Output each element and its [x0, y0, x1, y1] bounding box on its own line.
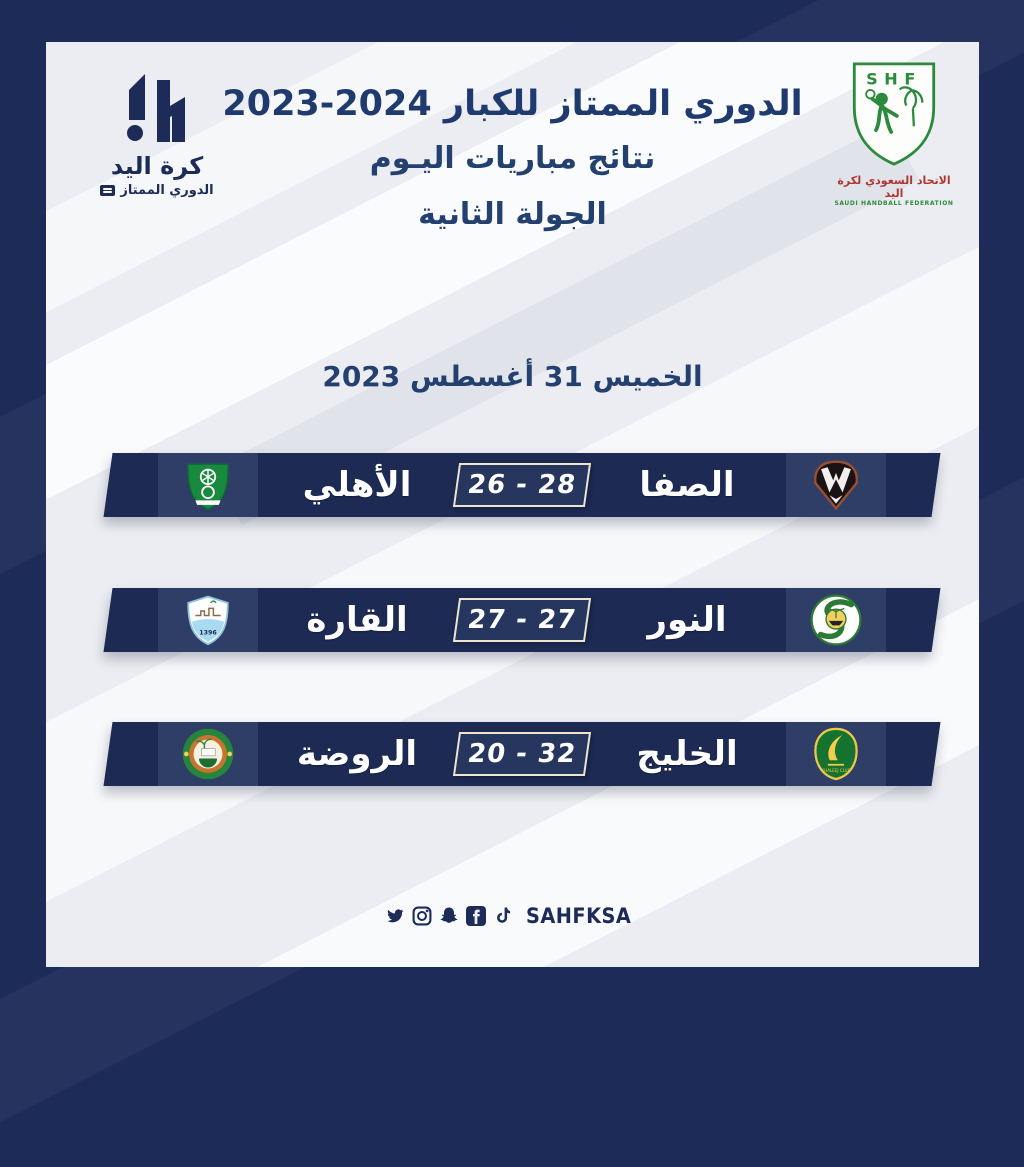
facebook-icon [466, 906, 486, 926]
match-row-2 [108, 588, 936, 652]
instagram-icon [412, 906, 432, 926]
al-khaleej-logo-block [786, 722, 886, 786]
al-khaleej-caption: KHALEEJ CLUB [821, 767, 851, 773]
snapchat-icon [439, 906, 459, 926]
al-rawdah-logo-icon [180, 726, 236, 782]
al-ahli-logo-icon [180, 457, 236, 513]
match-row-3 [108, 722, 936, 786]
right-team-name: الخليج [636, 734, 738, 774]
subtitle-results: نتائج مباريات اليـوم [369, 141, 656, 176]
tiktok-icon [493, 906, 513, 926]
score-value: 26 - 28 [465, 470, 579, 500]
al-qarah-logo-block [158, 588, 258, 652]
bar-right-tip [886, 722, 936, 786]
al-khaleej-logo-icon [810, 726, 862, 782]
bar-right-tip [886, 453, 936, 517]
al-qarah-logo-icon [181, 592, 235, 648]
bar-right-tip [886, 588, 936, 652]
score-value: 20 - 32 [465, 739, 579, 769]
title-block [46, 84, 979, 253]
al-noor-logo-block [786, 588, 886, 652]
bar-left-tip [108, 453, 158, 517]
federation-name-ar: الاتحاد السعودي لكرة اليد [837, 174, 951, 201]
league-title: كرة اليد [110, 152, 204, 180]
social-handle: SAHFKSA [525, 904, 632, 928]
right-team-name: الصفا [639, 465, 735, 505]
al-qarah-year: 1396 [199, 629, 217, 637]
al-safa-logo-block [786, 453, 886, 517]
league-subtitle: الدوري الممتاز [120, 183, 214, 198]
match-row-1 [108, 453, 936, 517]
federation-name-en: SAUDI HANDBALL FEDERATION [834, 200, 954, 208]
poster-canvas [46, 42, 979, 967]
left-team-name: الأهلي [302, 465, 412, 505]
federation-abbr: SHF [866, 69, 922, 89]
footer-social-row [46, 904, 979, 928]
bar-left-tip [108, 722, 158, 786]
score-value: 27 - 27 [465, 605, 579, 635]
left-team-name: القارة [306, 600, 408, 640]
al-safa-logo-icon [808, 457, 864, 513]
subtitle-round: الجولة الثانية [418, 197, 607, 232]
twitter-icon [385, 906, 405, 926]
right-team-name: النور [647, 600, 727, 640]
score-box [453, 463, 591, 507]
score-box [453, 732, 591, 776]
al-rawdah-logo-block [158, 722, 258, 786]
al-noor-logo-icon [808, 592, 864, 648]
match-date: الخميس 31 أغسطس 2023 [322, 360, 703, 393]
al-ahli-logo-block [158, 453, 258, 517]
bar-left-tip [108, 588, 158, 652]
page-title: الدوري الممتاز للكبار 2024-2023 [222, 84, 803, 124]
score-box [453, 598, 591, 642]
left-team-name: الروضة [296, 734, 418, 774]
